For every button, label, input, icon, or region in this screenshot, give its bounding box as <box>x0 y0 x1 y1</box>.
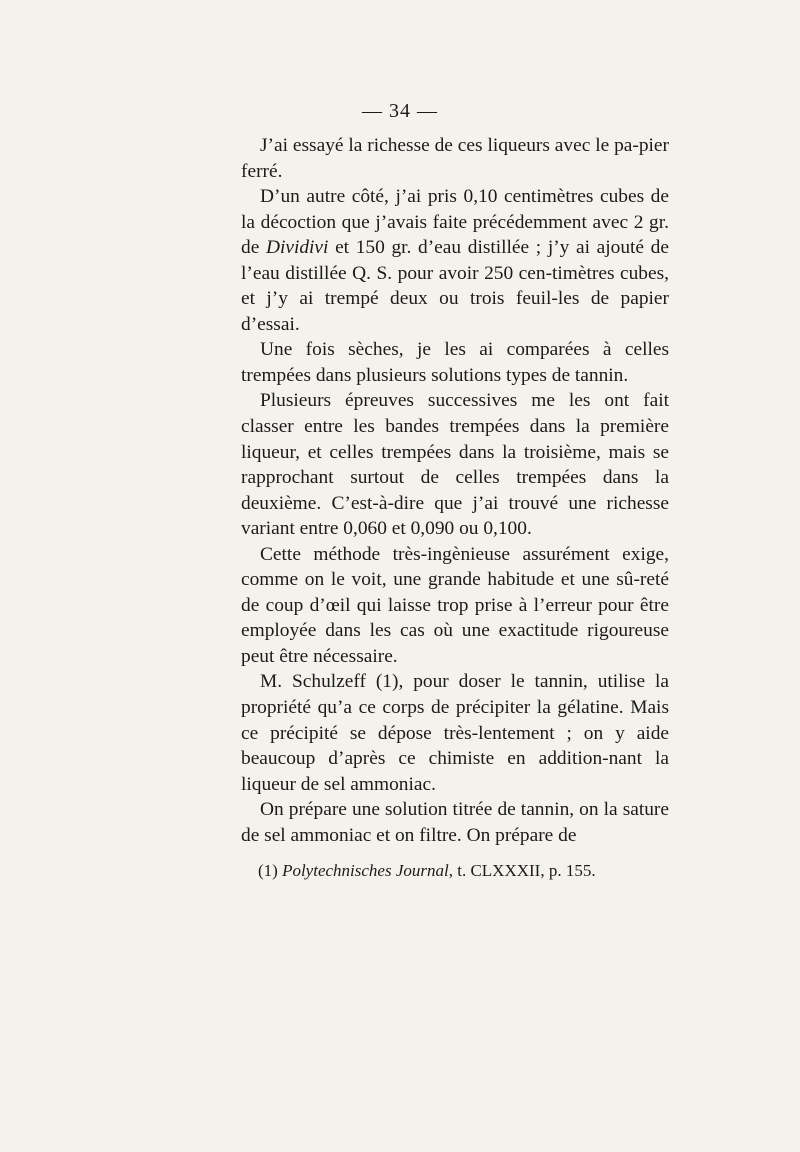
paragraph <box>241 542 669 670</box>
paragraph-text: et 150 gr. d’eau distillée ; j’y ai ajouté de l’eau distillée Q. S. pour avoir 250 cen-timètres cubes, et j’y ai trempé deux ou trois feuil-les de papier d’essai. <box>241 237 669 335</box>
paragraph-text: M. Schulzeff (1), pour doser le tannin, utilise la propriété qu’a ce corps de précipiter la gélatine. Mais ce précipité se dépose très-lentement ; on y aide beaucoup d’après ce chimiste en addition-nant la liqueur de sel ammoniac. <box>241 671 669 795</box>
paragraph <box>241 388 669 541</box>
footnote-citation: , t. CLXXXII, p. 155. <box>448 861 596 880</box>
footnote <box>258 860 678 882</box>
italic-term: Dividivi <box>265 237 329 259</box>
paragraph <box>241 669 669 797</box>
body-text <box>241 133 669 848</box>
paragraph-text: J’ai essayé la richesse de ces liqueurs avec le pa-pier ferré. <box>241 135 669 182</box>
paragraph-text: Une fois sèches, je les ai comparées à celles trempées dans plusieurs solutions types de tannin. <box>241 339 669 386</box>
paragraph-text: Cette méthode très-ingènieuse assurément exige, comme on le voit, une grande habitude et une sû-reté de coup d’œil qui laisse trop prise à l’erreur pour être employée dans les cas où une exactitude rigoureuse peut être nécessaire. <box>241 543 669 667</box>
footnote-marker: (1) <box>258 861 283 880</box>
paragraph <box>241 184 669 337</box>
footnote-journal-title: Polytechnisches Journal <box>282 861 449 880</box>
paragraph <box>241 797 669 848</box>
paragraph <box>241 133 669 184</box>
paragraph-text: On prépare une solution titrée de tannin, on la sature de sel ammoniac et on filtre. On prépare de <box>241 799 669 846</box>
page-number: — 34 — <box>362 100 438 122</box>
paragraph-text: Plusieurs épreuves successives me les ont fait classer entre les bandes trempées dans la première liqueur, et celles trempées dans la troisième, mais se rapprochant surtout de celles trempées dans la deuxième. C’est-à-dire que j’ai trouvé une richesse variant entre 0,060 et 0,090 ou 0,100. <box>241 390 669 540</box>
paragraph-text: D’un autre côté, j’ai pris 0,10 centimètres cubes de la décoction que j’avais faite précédemment avec 2 gr. de <box>241 186 669 259</box>
paragraph <box>241 337 669 388</box>
